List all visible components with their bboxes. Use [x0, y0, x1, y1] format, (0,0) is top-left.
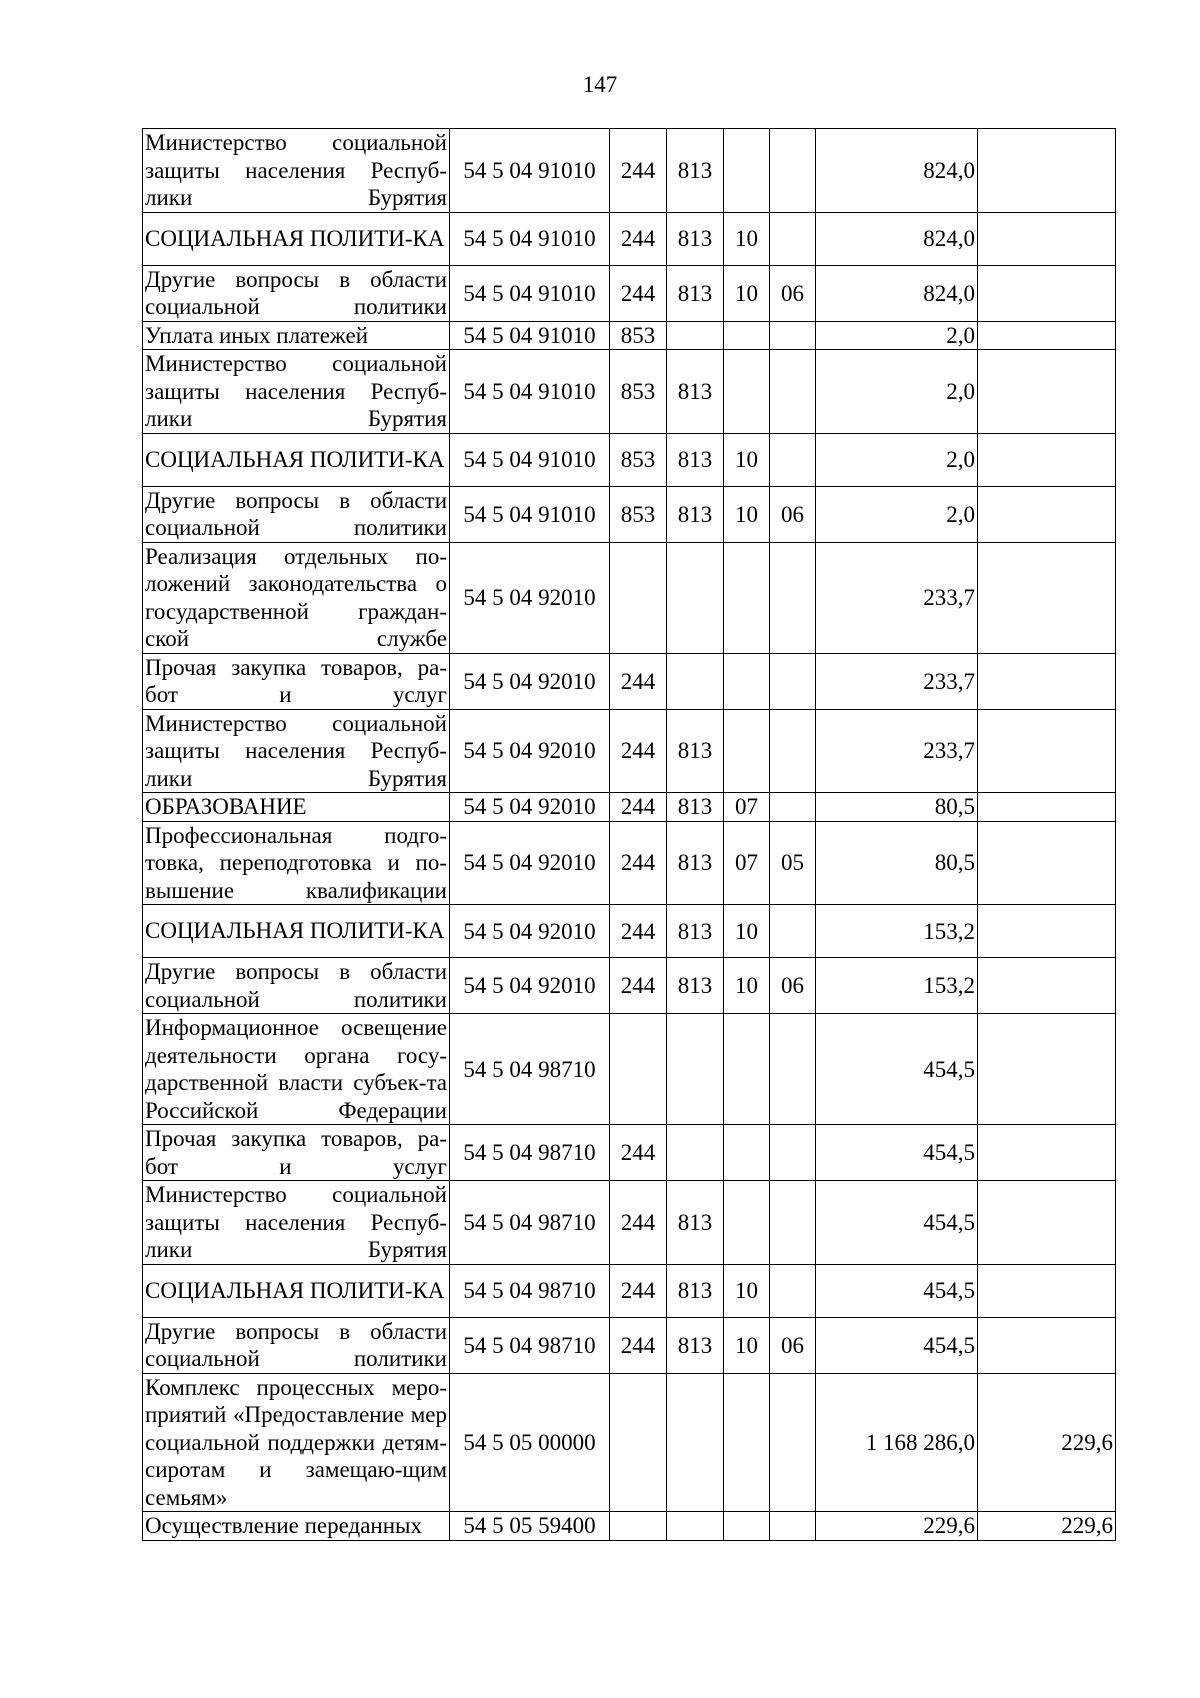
cell-amount-federal — [978, 1264, 1116, 1317]
table-row — [143, 265, 1116, 321]
cell-name: Прочая закупка товаров, ра-бот и услуг — [143, 1125, 450, 1181]
cell-amount: 1 168 286,0 — [816, 1373, 978, 1512]
cell-section — [724, 350, 770, 434]
cell-expense-type — [610, 1014, 667, 1125]
cell-amount-federal — [978, 542, 1116, 653]
cell-target-article: 54 5 04 91010 — [450, 265, 610, 321]
cell-subsection — [770, 433, 816, 486]
cell-subsection — [770, 1014, 816, 1125]
cell-section — [724, 1181, 770, 1265]
cell-expense-type: 244 — [610, 265, 667, 321]
cell-expense-type: 853 — [610, 433, 667, 486]
table-row — [143, 1181, 1116, 1265]
cell-amount-federal — [978, 129, 1116, 213]
cell-subsection — [770, 793, 816, 822]
cell-subsection — [770, 653, 816, 709]
cell-amount-federal — [978, 709, 1116, 793]
cell-amount-federal — [978, 1014, 1116, 1125]
cell-name: СОЦИАЛЬНАЯ ПОЛИТИ-КА — [143, 212, 450, 265]
cell-name: СОЦИАЛЬНАЯ ПОЛИТИ-КА — [143, 433, 450, 486]
cell-amount: 454,5 — [816, 1317, 978, 1373]
cell-amount-federal — [978, 905, 1116, 958]
cell-name: Осуществление переданных — [143, 1512, 450, 1541]
cell-administrator: 813 — [667, 958, 724, 1014]
cell-expense-type: 244 — [610, 129, 667, 213]
table-row — [143, 1317, 1116, 1373]
cell-amount: 80,5 — [816, 793, 978, 822]
cell-section: 10 — [724, 212, 770, 265]
cell-target-article: 54 5 04 91010 — [450, 321, 610, 350]
cell-amount-federal — [978, 265, 1116, 321]
cell-administrator: 813 — [667, 433, 724, 486]
cell-name: Министерство социальной защиты населения Респуб-лики Бурятия — [143, 129, 450, 213]
cell-administrator: 813 — [667, 129, 724, 213]
table-row — [143, 821, 1116, 905]
cell-name: Профессиональная подго-товка, переподготовка и по-вышение квалификации — [143, 821, 450, 905]
cell-amount: 454,5 — [816, 1181, 978, 1265]
cell-name: ОБРАЗОВАНИЕ — [143, 793, 450, 822]
cell-target-article: 54 5 04 92010 — [450, 542, 610, 653]
cell-expense-type: 244 — [610, 793, 667, 822]
cell-amount: 824,0 — [816, 265, 978, 321]
cell-subsection — [770, 212, 816, 265]
cell-administrator — [667, 1014, 724, 1125]
cell-subsection: 06 — [770, 265, 816, 321]
cell-target-article: 54 5 04 92010 — [450, 793, 610, 822]
cell-section: 10 — [724, 905, 770, 958]
cell-section: 10 — [724, 433, 770, 486]
cell-subsection — [770, 350, 816, 434]
cell-administrator: 813 — [667, 1264, 724, 1317]
cell-target-article: 54 5 04 91010 — [450, 433, 610, 486]
cell-administrator — [667, 542, 724, 653]
cell-administrator: 813 — [667, 1317, 724, 1373]
cell-name: Другие вопросы в области социальной политики — [143, 265, 450, 321]
cell-administrator — [667, 1373, 724, 1512]
cell-amount-federal: 229,6 — [978, 1373, 1116, 1512]
cell-name: Прочая закупка товаров, ра-бот и услуг — [143, 653, 450, 709]
cell-target-article: 54 5 05 00000 — [450, 1373, 610, 1512]
cell-administrator: 813 — [667, 212, 724, 265]
cell-section: 10 — [724, 1317, 770, 1373]
cell-expense-type — [610, 1373, 667, 1512]
table-row — [143, 212, 1116, 265]
page-number: 147 — [582, 72, 618, 97]
cell-amount-federal — [978, 821, 1116, 905]
table-row — [143, 321, 1116, 350]
cell-amount: 824,0 — [816, 212, 978, 265]
budget-table — [142, 128, 1116, 1541]
cell-target-article: 54 5 05 59400 — [450, 1512, 610, 1541]
cell-name: СОЦИАЛЬНАЯ ПОЛИТИ-КА — [143, 905, 450, 958]
table-row — [143, 709, 1116, 793]
cell-administrator — [667, 1512, 724, 1541]
cell-subsection — [770, 1125, 816, 1181]
cell-administrator: 813 — [667, 793, 724, 822]
table-row — [143, 1014, 1116, 1125]
cell-amount-federal — [978, 321, 1116, 350]
cell-expense-type: 853 — [610, 350, 667, 434]
cell-section — [724, 1373, 770, 1512]
cell-name: Другие вопросы в области социальной политики — [143, 958, 450, 1014]
cell-subsection: 06 — [770, 486, 816, 542]
cell-amount: 233,7 — [816, 653, 978, 709]
table-row — [143, 129, 1116, 213]
cell-subsection — [770, 905, 816, 958]
cell-administrator: 813 — [667, 486, 724, 542]
cell-target-article: 54 5 04 92010 — [450, 653, 610, 709]
cell-name: Другие вопросы в области социальной политики — [143, 486, 450, 542]
cell-amount: 233,7 — [816, 542, 978, 653]
cell-amount: 153,2 — [816, 905, 978, 958]
cell-amount: 233,7 — [816, 709, 978, 793]
cell-expense-type: 853 — [610, 321, 667, 350]
cell-amount-federal — [978, 1317, 1116, 1373]
cell-amount: 2,0 — [816, 350, 978, 434]
cell-subsection: 06 — [770, 1317, 816, 1373]
cell-section — [724, 1512, 770, 1541]
cell-name: Министерство социальной защиты населения Респуб-лики Бурятия — [143, 350, 450, 434]
cell-expense-type: 853 — [610, 486, 667, 542]
cell-expense-type — [610, 1512, 667, 1541]
cell-amount-federal — [978, 1181, 1116, 1265]
cell-administrator: 813 — [667, 350, 724, 434]
cell-amount-federal — [978, 793, 1116, 822]
cell-name: Реализация отдельных по-ложений законодательства о государственной граждан-ской службе — [143, 542, 450, 653]
cell-target-article: 54 5 04 91010 — [450, 129, 610, 213]
cell-subsection — [770, 1181, 816, 1265]
table-row — [143, 958, 1116, 1014]
cell-expense-type: 244 — [610, 905, 667, 958]
cell-name: Комплекс процессных меро-приятий «Предоставление мер социальной поддержки детям-сиротам и замещаю-щим семьям» — [143, 1373, 450, 1512]
cell-amount: 454,5 — [816, 1125, 978, 1181]
cell-expense-type: 244 — [610, 1317, 667, 1373]
cell-expense-type — [610, 542, 667, 653]
cell-target-article: 54 5 04 91010 — [450, 212, 610, 265]
table-row — [143, 542, 1116, 653]
cell-expense-type: 244 — [610, 1125, 667, 1181]
cell-amount-federal — [978, 350, 1116, 434]
cell-administrator — [667, 1125, 724, 1181]
table-row — [143, 653, 1116, 709]
cell-subsection: 05 — [770, 821, 816, 905]
cell-amount-federal — [978, 212, 1116, 265]
cell-name: Уплата иных платежей — [143, 321, 450, 350]
cell-target-article: 54 5 04 98710 — [450, 1264, 610, 1317]
cell-target-article: 54 5 04 91010 — [450, 350, 610, 434]
cell-target-article: 54 5 04 98710 — [450, 1014, 610, 1125]
table-row — [143, 793, 1116, 822]
cell-section: 10 — [724, 958, 770, 1014]
table-row — [143, 1125, 1116, 1181]
cell-section — [724, 321, 770, 350]
cell-name: Министерство социальной защиты населения Респуб-лики Бурятия — [143, 1181, 450, 1265]
cell-section — [724, 1014, 770, 1125]
cell-section — [724, 542, 770, 653]
cell-expense-type: 244 — [610, 212, 667, 265]
cell-expense-type: 244 — [610, 709, 667, 793]
cell-subsection — [770, 709, 816, 793]
cell-amount: 454,5 — [816, 1264, 978, 1317]
cell-amount-federal — [978, 433, 1116, 486]
cell-amount: 2,0 — [816, 486, 978, 542]
cell-section — [724, 709, 770, 793]
table-row — [143, 486, 1116, 542]
cell-subsection — [770, 321, 816, 350]
cell-subsection — [770, 1373, 816, 1512]
table-row — [143, 433, 1116, 486]
cell-section: 10 — [724, 265, 770, 321]
cell-target-article: 54 5 04 98710 — [450, 1181, 610, 1265]
cell-subsection — [770, 1512, 816, 1541]
cell-amount-federal — [978, 958, 1116, 1014]
cell-administrator: 813 — [667, 905, 724, 958]
table-row — [143, 1264, 1116, 1317]
cell-target-article: 54 5 04 98710 — [450, 1317, 610, 1373]
cell-target-article: 54 5 04 92010 — [450, 709, 610, 793]
cell-amount: 229,6 — [816, 1512, 978, 1541]
cell-subsection — [770, 129, 816, 213]
cell-administrator: 813 — [667, 709, 724, 793]
cell-amount: 454,5 — [816, 1014, 978, 1125]
cell-subsection — [770, 1264, 816, 1317]
cell-subsection: 06 — [770, 958, 816, 1014]
cell-subsection — [770, 542, 816, 653]
cell-name: Другие вопросы в области социальной политики — [143, 1317, 450, 1373]
cell-amount-federal — [978, 653, 1116, 709]
cell-name: Информационное освещение деятельности органа госу-дарственной власти субъек-та Российской Федерации — [143, 1014, 450, 1125]
cell-amount: 2,0 — [816, 321, 978, 350]
cell-amount: 2,0 — [816, 433, 978, 486]
cell-section — [724, 1125, 770, 1181]
table-row — [143, 1512, 1116, 1541]
cell-expense-type: 244 — [610, 1264, 667, 1317]
cell-amount: 80,5 — [816, 821, 978, 905]
cell-amount: 153,2 — [816, 958, 978, 1014]
cell-name: СОЦИАЛЬНАЯ ПОЛИТИ-КА — [143, 1264, 450, 1317]
cell-expense-type: 244 — [610, 821, 667, 905]
cell-section — [724, 129, 770, 213]
cell-expense-type: 244 — [610, 1181, 667, 1265]
cell-administrator: 813 — [667, 821, 724, 905]
cell-name: Министерство социальной защиты населения Респуб-лики Бурятия — [143, 709, 450, 793]
cell-section: 10 — [724, 486, 770, 542]
cell-expense-type: 244 — [610, 958, 667, 1014]
table-body — [143, 129, 1116, 1541]
cell-administrator — [667, 321, 724, 350]
cell-expense-type: 244 — [610, 653, 667, 709]
cell-target-article: 54 5 04 92010 — [450, 905, 610, 958]
cell-section: 07 — [724, 793, 770, 822]
cell-target-article: 54 5 04 92010 — [450, 958, 610, 1014]
cell-amount-federal — [978, 1125, 1116, 1181]
cell-section: 10 — [724, 1264, 770, 1317]
table-row — [143, 350, 1116, 434]
cell-administrator — [667, 653, 724, 709]
cell-target-article: 54 5 04 91010 — [450, 486, 610, 542]
cell-administrator: 813 — [667, 265, 724, 321]
cell-target-article: 54 5 04 92010 — [450, 821, 610, 905]
cell-section — [724, 653, 770, 709]
cell-amount-federal: 229,6 — [978, 1512, 1116, 1541]
table-row — [143, 905, 1116, 958]
cell-administrator: 813 — [667, 1181, 724, 1265]
cell-section: 07 — [724, 821, 770, 905]
cell-target-article: 54 5 04 98710 — [450, 1125, 610, 1181]
cell-amount: 824,0 — [816, 129, 978, 213]
table-row — [143, 1373, 1116, 1512]
cell-amount-federal — [978, 486, 1116, 542]
